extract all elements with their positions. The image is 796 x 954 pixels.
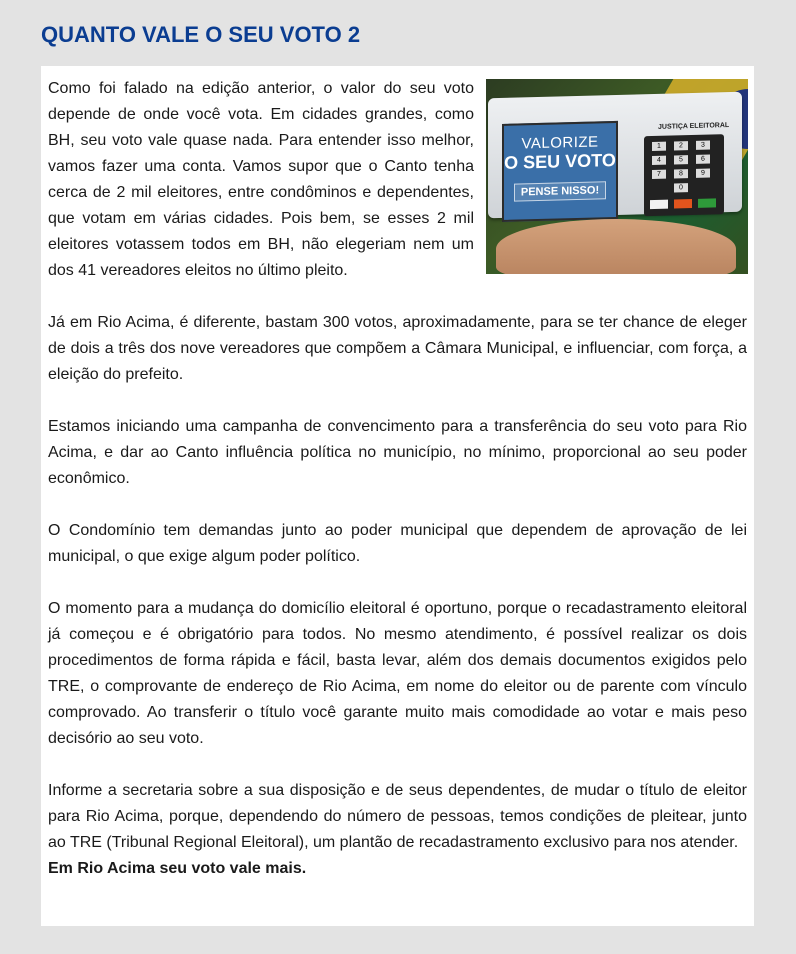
paragraph-6: Informe a secretaria sobre a sua disposição e de seus dependentes, de mudar o título de eleitor para Rio Acima, porque, dependendo do número de pessoas, temos condições de pleitear, junto ao TRE (Tribunal Regional Eleitoral), um plantão de recadastramento exclusivo para nos atender. — [48, 782, 747, 851]
article-body — [41, 66, 754, 926]
voting-machine-graphic — [488, 92, 742, 219]
article-title: QUANTO VALE O SEU VOTO 2 — [41, 22, 361, 47]
paragraph-4: O Condomínio tem demandas junto ao poder municipal que dependem de aprovação de lei municipal, o que exige algum poder político. — [48, 522, 747, 565]
keypad-graphic: 1 2 3 4 5 6 7 8 9 0 — [644, 134, 724, 216]
screen-line-3: PENSE NISSO! — [514, 181, 606, 201]
hands-graphic — [496, 219, 736, 274]
screen-line-1: VALORIZE — [521, 133, 599, 153]
paragraph-2: Já em Rio Acima, é diferente, bastam 300 votos, aproximadamente, para se ter chance de eleger de dois a três dos nove vereadores que compõem a Câmara Municipal, e influenciar, com força, a eleição do prefeito. — [48, 314, 747, 383]
paragraph-5: O momento para a mudança do domicílio eleitoral é oportuno, porque o recadastramento eleitoral já começou e é obrigatório para todos. No mesmo atendimento, é possível realizar os dois procedimentos de forma rápida e fácil, basta levar, além dos demais documentos exigidos pelo TRE, o comprovante de endereço de Rio Acima, em nome do eleitor ou de parente com vínculo comprovado. Ao transferir o título você garante muito mais comodidade ao votar e mais peso decisório ao seu voto. — [48, 600, 747, 747]
ballot-machine-image — [486, 79, 748, 274]
justica-eleitoral-badge: JUSTIÇA ELEITORAL — [658, 122, 730, 131]
paragraph-3: Estamos iniciando uma campanha de convencimento para a transferência do seu voto para Rio Acima, e dar ao Canto influência política no município, no mínimo, proporcional ao seu poder econômico. — [48, 418, 747, 487]
closing-statement: Em Rio Acima seu voto vale mais. — [48, 860, 307, 877]
paragraph-1: Como foi falado na edição anterior, o valor do seu voto depende de onde você vota. Em cidades grandes, como BH, seu voto vale quase nada. Para entender isso melhor, vamos fazer uma conta. Vamos supor que o Canto tenha cerca de 2 mil eleitores, entre condôminos e dependentes, que votam em várias cidades. Pois bem, se esses 2 mil eleitores votassem todos em BH, não elegeriam nem um dos 41 vereadores eleitos no último pleito. — [48, 80, 474, 279]
screen-line-2: O SEU VOTO — [504, 149, 616, 173]
machine-screen — [502, 121, 618, 222]
